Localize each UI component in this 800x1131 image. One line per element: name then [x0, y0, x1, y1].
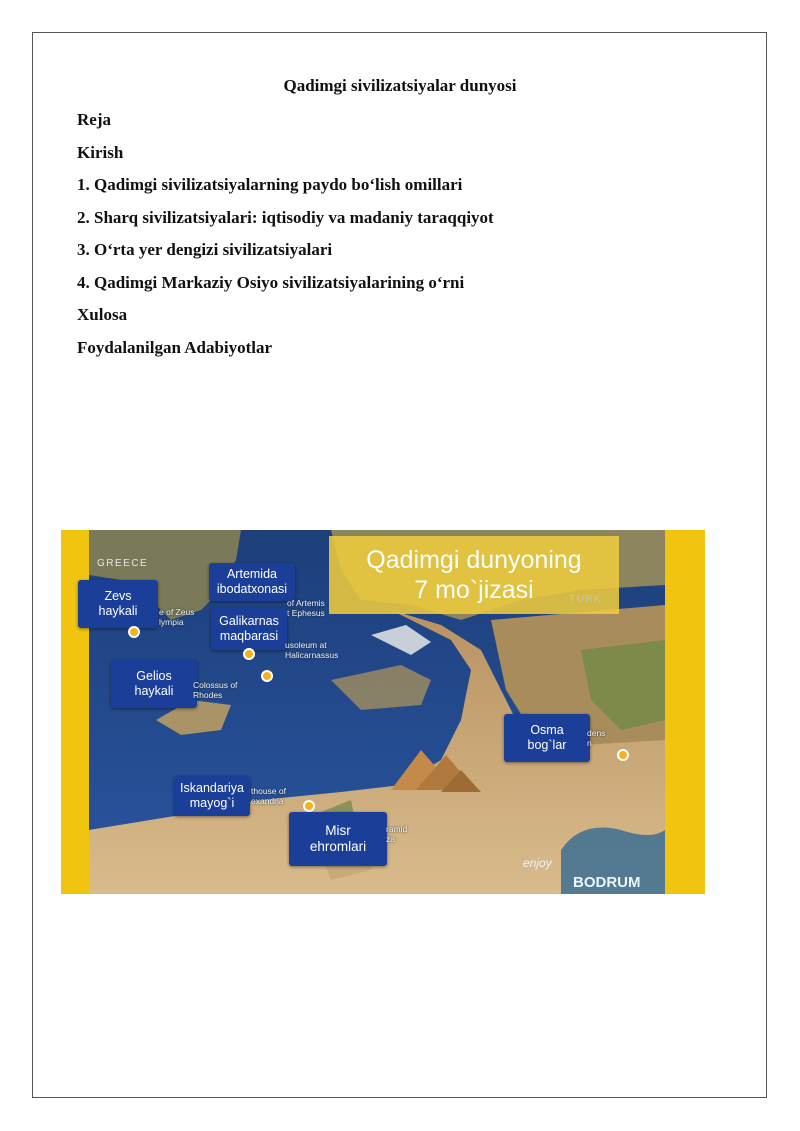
toc-item-xulosa: Xulosa — [77, 305, 128, 324]
caption-colossus: Colossus of Rhodes — [193, 680, 238, 700]
region-greece-label: GREECE — [97, 558, 149, 569]
caption-zeus-olympia: e of Zeus lympia — [159, 607, 195, 627]
pin-galikarnas — [243, 648, 255, 660]
toc-item-3: 3. O‘rta yer dengizi sivilizatsiyalari — [77, 240, 333, 259]
toc-item-1: 1. Qadimgi sivilizatsiyalarning paydo bo‘lish omillari — [77, 175, 463, 194]
caption-pyramid: ramid za — [386, 824, 408, 844]
label-osma-boglar: Osma bog`lar — [504, 714, 590, 762]
logo-enjoy-text: enjoy — [523, 856, 552, 870]
region-turkey-label: TURK — [569, 594, 603, 605]
caption-mausoleum: usoleum at Halicarnassus — [285, 640, 339, 660]
label-artemida-ibodatxonasi: Artemida ibodatxonasi — [209, 563, 295, 601]
label-galikarnas-maqbarasi: Galikarnas maqbarasi — [211, 608, 287, 650]
caption-lighthouse: thouse of exandria — [251, 786, 286, 806]
pin-iskandariya — [303, 800, 315, 812]
table-of-contents — [77, 108, 494, 368]
map-title-banner: Qadimgi dunyoning 7 mo`jizasi — [329, 536, 619, 614]
caption-gardens: dens n — [587, 728, 606, 748]
toc-item-kirish: Kirish — [77, 142, 124, 162]
pin-gelios — [261, 670, 273, 682]
caption-artemis-ephesus: of Artemis t Ephesus — [287, 598, 325, 618]
pin-osma — [617, 749, 629, 761]
toc-item-reja: Reja — [77, 110, 111, 129]
document-title: Qadimgi sivilizatsiyalar dunyosi — [283, 76, 517, 95]
label-misr-ehromlari: Misr ehromlari — [289, 812, 387, 866]
toc-item-adabiyotlar: Foydalanilgan Adabiyotlar — [77, 337, 273, 357]
label-iskandariya-mayogi: Iskandariya mayog`i — [174, 776, 250, 816]
label-zevs-haykali: Zevs haykali — [78, 580, 158, 628]
wonders-map-image — [61, 530, 705, 894]
pin-zevs — [128, 626, 140, 638]
toc-item-4: 4. Qadimgi Markaziy Osiyo sivilizatsiyalarining o‘rni — [77, 272, 465, 292]
logo-bodrum-text: BODRUM — [573, 874, 641, 891]
label-gelios-haykali: Gelios haykali — [111, 660, 197, 708]
toc-item-2: 2. Sharq sivilizatsiyalari: iqtisodiy va madaniy taraqqiyot — [77, 207, 494, 227]
